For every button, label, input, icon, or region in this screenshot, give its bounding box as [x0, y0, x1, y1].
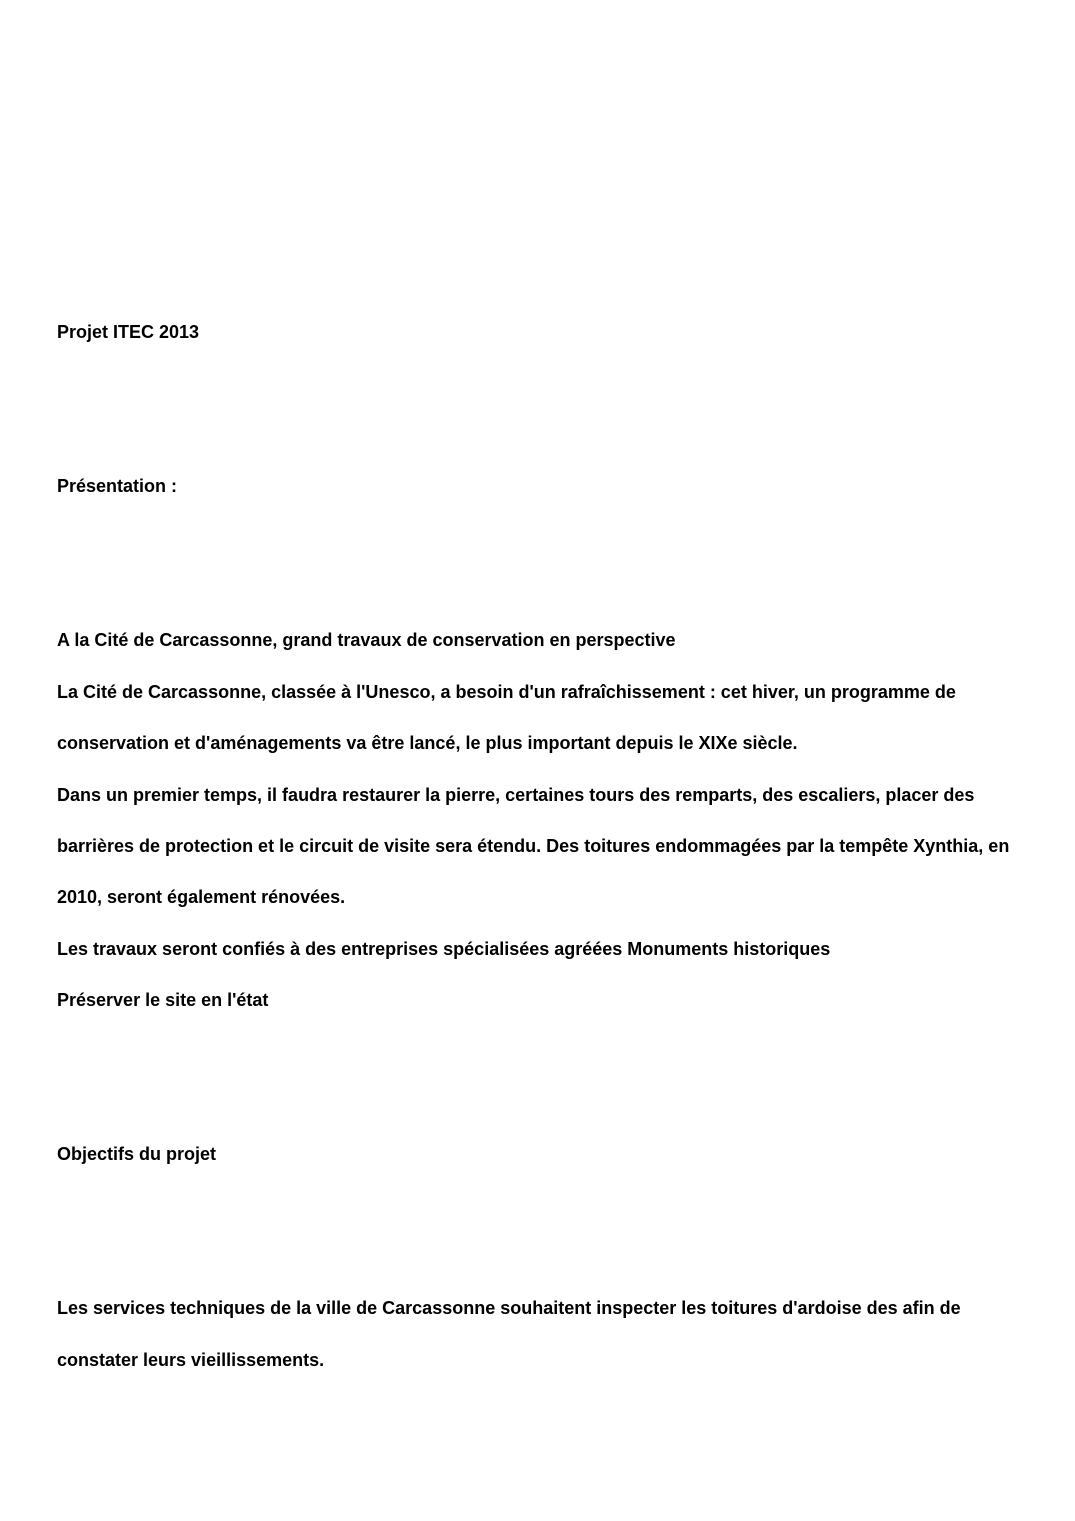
article-headline-line-1: A la Cité de Carcassonne, grand travaux de conservation en perspective — [57, 630, 676, 651]
objectifs-heading — [57, 1129, 1018, 1180]
blank-line — [57, 1232, 1018, 1283]
project-title — [57, 307, 1018, 358]
paragraph-preserver — [57, 975, 1018, 1026]
blank-line — [57, 564, 1018, 615]
paragraph-travaux-line-1: Dans un premier temps, il faudra restaurer la pierre, certaines tours des remparts, des escaliers, placer des — [57, 784, 975, 805]
objectifs-heading-line-1: Objectifs du projet — [57, 1144, 217, 1165]
paragraph-entreprises-line-1: Les travaux seront confiés à des entreprises spécialisées agréées Monuments historiques — [57, 938, 831, 959]
paragraph-unesco — [57, 667, 1018, 770]
paragraph-unesco-line-1: La Cité de Carcassonne, classée à l'Unesco, a besoin d'un rafraîchissement : cet hiver, un programme de — [57, 681, 956, 702]
paragraph-preserver-line-1: Préserver le site en l'état — [57, 990, 269, 1011]
blank-line — [57, 1026, 1018, 1077]
blank-line — [57, 1078, 1018, 1129]
blank-line — [57, 410, 1018, 461]
article-headline — [57, 615, 1018, 666]
presentation-heading — [57, 461, 1018, 512]
paragraph-travaux-line-2: barrières de protection et le circuit de visite sera étendu. Des toitures endommagées par la tempête Xynthia, en — [57, 835, 1010, 856]
paragraph-travaux — [57, 770, 1018, 924]
paragraph-unesco-line-2: conservation et d'aménagements va être lancé, le plus important depuis le XIXe siècle. — [57, 733, 798, 754]
paragraph-services-line-2: constater leurs vieillissements. — [57, 1349, 325, 1370]
blank-line — [57, 513, 1018, 564]
paragraph-travaux-line-3: 2010, seront également rénovées. — [57, 887, 346, 908]
document-body — [57, 307, 1018, 1386]
paragraph-services — [57, 1283, 1018, 1386]
paragraph-entreprises — [57, 924, 1018, 975]
blank-line — [57, 1181, 1018, 1232]
presentation-heading-line-1: Présentation : — [57, 476, 178, 497]
paragraph-services-line-1: Les services techniques de la ville de Carcassonne souhaitent inspecter les toitures d'ardoise des afin de — [57, 1298, 961, 1319]
blank-line — [57, 358, 1018, 409]
project-title-line-1: Projet ITEC 2013 — [57, 322, 200, 342]
